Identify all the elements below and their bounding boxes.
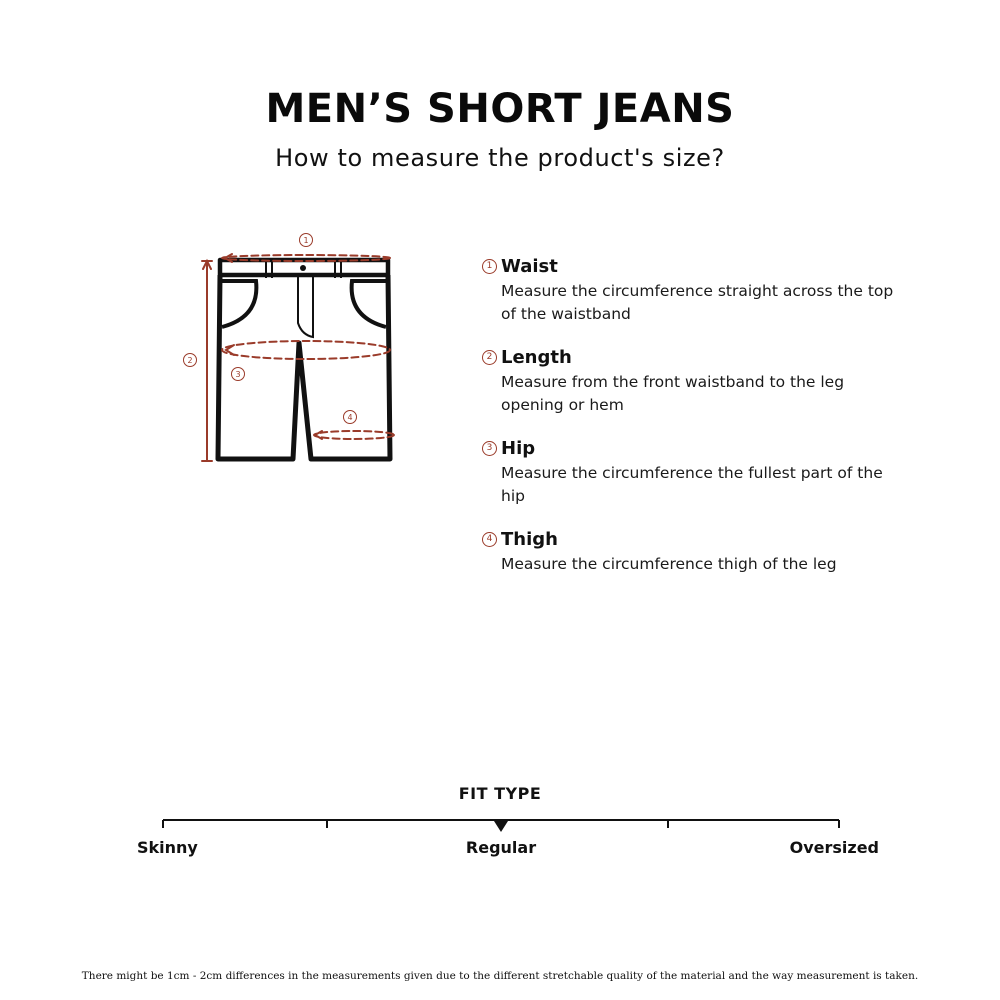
measurement-description: Measure the circumference thigh of the leg (501, 555, 837, 573)
page-title: MEN’S SHORT JEANS (265, 86, 735, 132)
measurement-title: Length (501, 347, 572, 368)
fit-label-oversized: Oversized (789, 838, 879, 857)
measurement-description: Measure the circumference straight across the top of the waistband (501, 282, 894, 323)
measurement-item-waist (482, 256, 902, 326)
measurement-list (482, 256, 902, 597)
measurement-title: Hip (501, 438, 536, 459)
fit-label-regular: Regular (465, 838, 537, 857)
fit-scale (160, 815, 842, 833)
number-1-icon: 1 (482, 259, 497, 274)
marker-4-label: 4 (347, 413, 353, 422)
page-subtitle: How to measure the product's size? (275, 144, 725, 172)
button (300, 265, 306, 271)
measurement-description: Measure the circumference the fullest part of the hip (501, 464, 883, 505)
measurement-title: Thigh (501, 529, 558, 550)
shorts-diagram (170, 225, 410, 470)
number-3-icon: 3 (482, 441, 497, 456)
marker-3-label: 3 (235, 370, 241, 379)
fit-label-skinny: Skinny (137, 838, 198, 857)
fit-selected-marker-icon (494, 821, 508, 832)
measurement-title: Waist (501, 256, 558, 277)
number-2-icon: 2 (482, 350, 497, 365)
marker-1-label: 1 (303, 236, 309, 245)
measurement-item-thigh (482, 529, 902, 576)
pocket-left (220, 281, 256, 327)
thigh-guide (314, 431, 394, 439)
measurement-item-length (482, 347, 902, 417)
hip-guide (222, 341, 390, 359)
footnote: There might be 1cm - 2cm differences in the measurements given due to the different stretchable quality of the material and the way measurement is taken. (81, 970, 919, 982)
fly-seam (298, 275, 313, 337)
marker-2-label: 2 (187, 356, 193, 365)
measurement-item-hip (482, 438, 902, 508)
pocket-right (352, 281, 388, 327)
fit-type-title: FIT TYPE (458, 784, 542, 803)
number-4-icon: 4 (482, 532, 497, 547)
measurement-description: Measure from the front waistband to the leg opening or hem (501, 373, 845, 414)
